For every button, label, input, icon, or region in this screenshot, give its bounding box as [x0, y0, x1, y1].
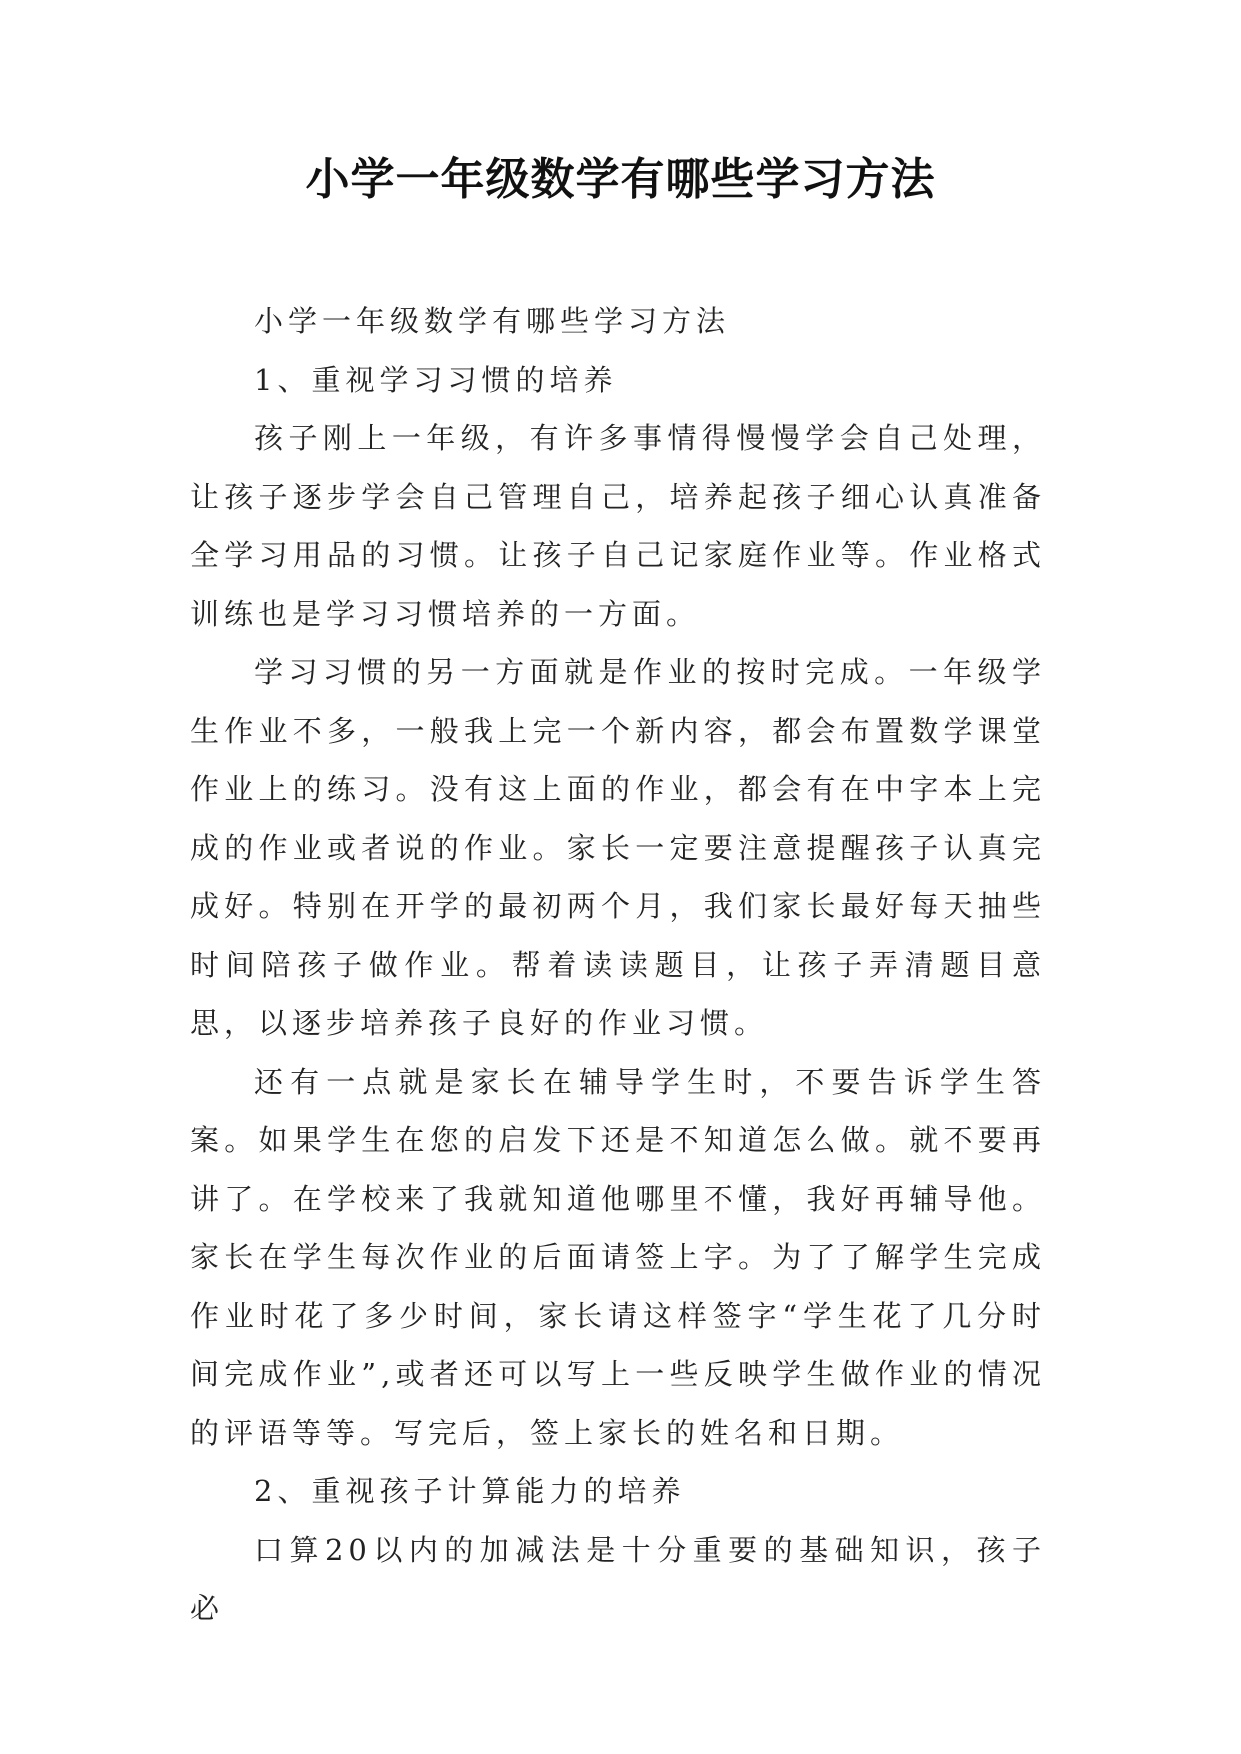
section-heading-2: 2、重视孩子计算能力的培养	[254, 1474, 686, 1508]
paragraph: 学习习惯的另一方面就是作业的按时完成。一年级学生作业不多，一般我上完一个新内容，都会布置数学课堂作业上的练习。没有这上面的作业，都会有在中字本上完成的作业或者说的作业。家长一定要注意提醒孩子认真完成好。特别在开学的最初两个月，我们家长最好每天抽些时间陪孩子做作业。帮着读读题目，让孩子弄清题目意思，以逐步培养孩子良好的作业习惯。	[190, 655, 1046, 1040]
section-heading-1: 1、重视学习习惯的培养	[254, 362, 618, 397]
paragraph: 口算20以内的加减法是十分重要的基础知识，孩子必	[190, 1532, 1046, 1625]
document-title: 小学一年级数学有哪些学习方法	[305, 154, 936, 205]
paragraph: 孩子刚上一年级，有许多事情得慢慢学会自己处理，让孩子逐步学会自己管理自己，培养起孩子细心认真准备全学习用品的习惯。让孩子自己记家庭作业等。作业格式训练也是学习习惯培养的一方面。	[190, 421, 1046, 631]
paragraph: 还有一点就是家长在辅导学生时，不要告诉学生答案。如果学生在您的启发下还是不知道怎么做。就不要再讲了。在学校来了我就知道他哪里不懂，我好再辅导他。家长在学生每次作业的后面请签上字。为了了解学生完成作业时花了多少时间，家长请这样签字“学生花了几分时间完成作业”,或者还可以写上一些反映学生做作业的情况的评语等等。写完后，签上家长的姓名和日期。	[190, 1064, 1046, 1450]
paragraph-subtitle: 小学一年级数学有哪些学习方法	[254, 304, 731, 338]
document-body	[190, 292, 1046, 1638]
